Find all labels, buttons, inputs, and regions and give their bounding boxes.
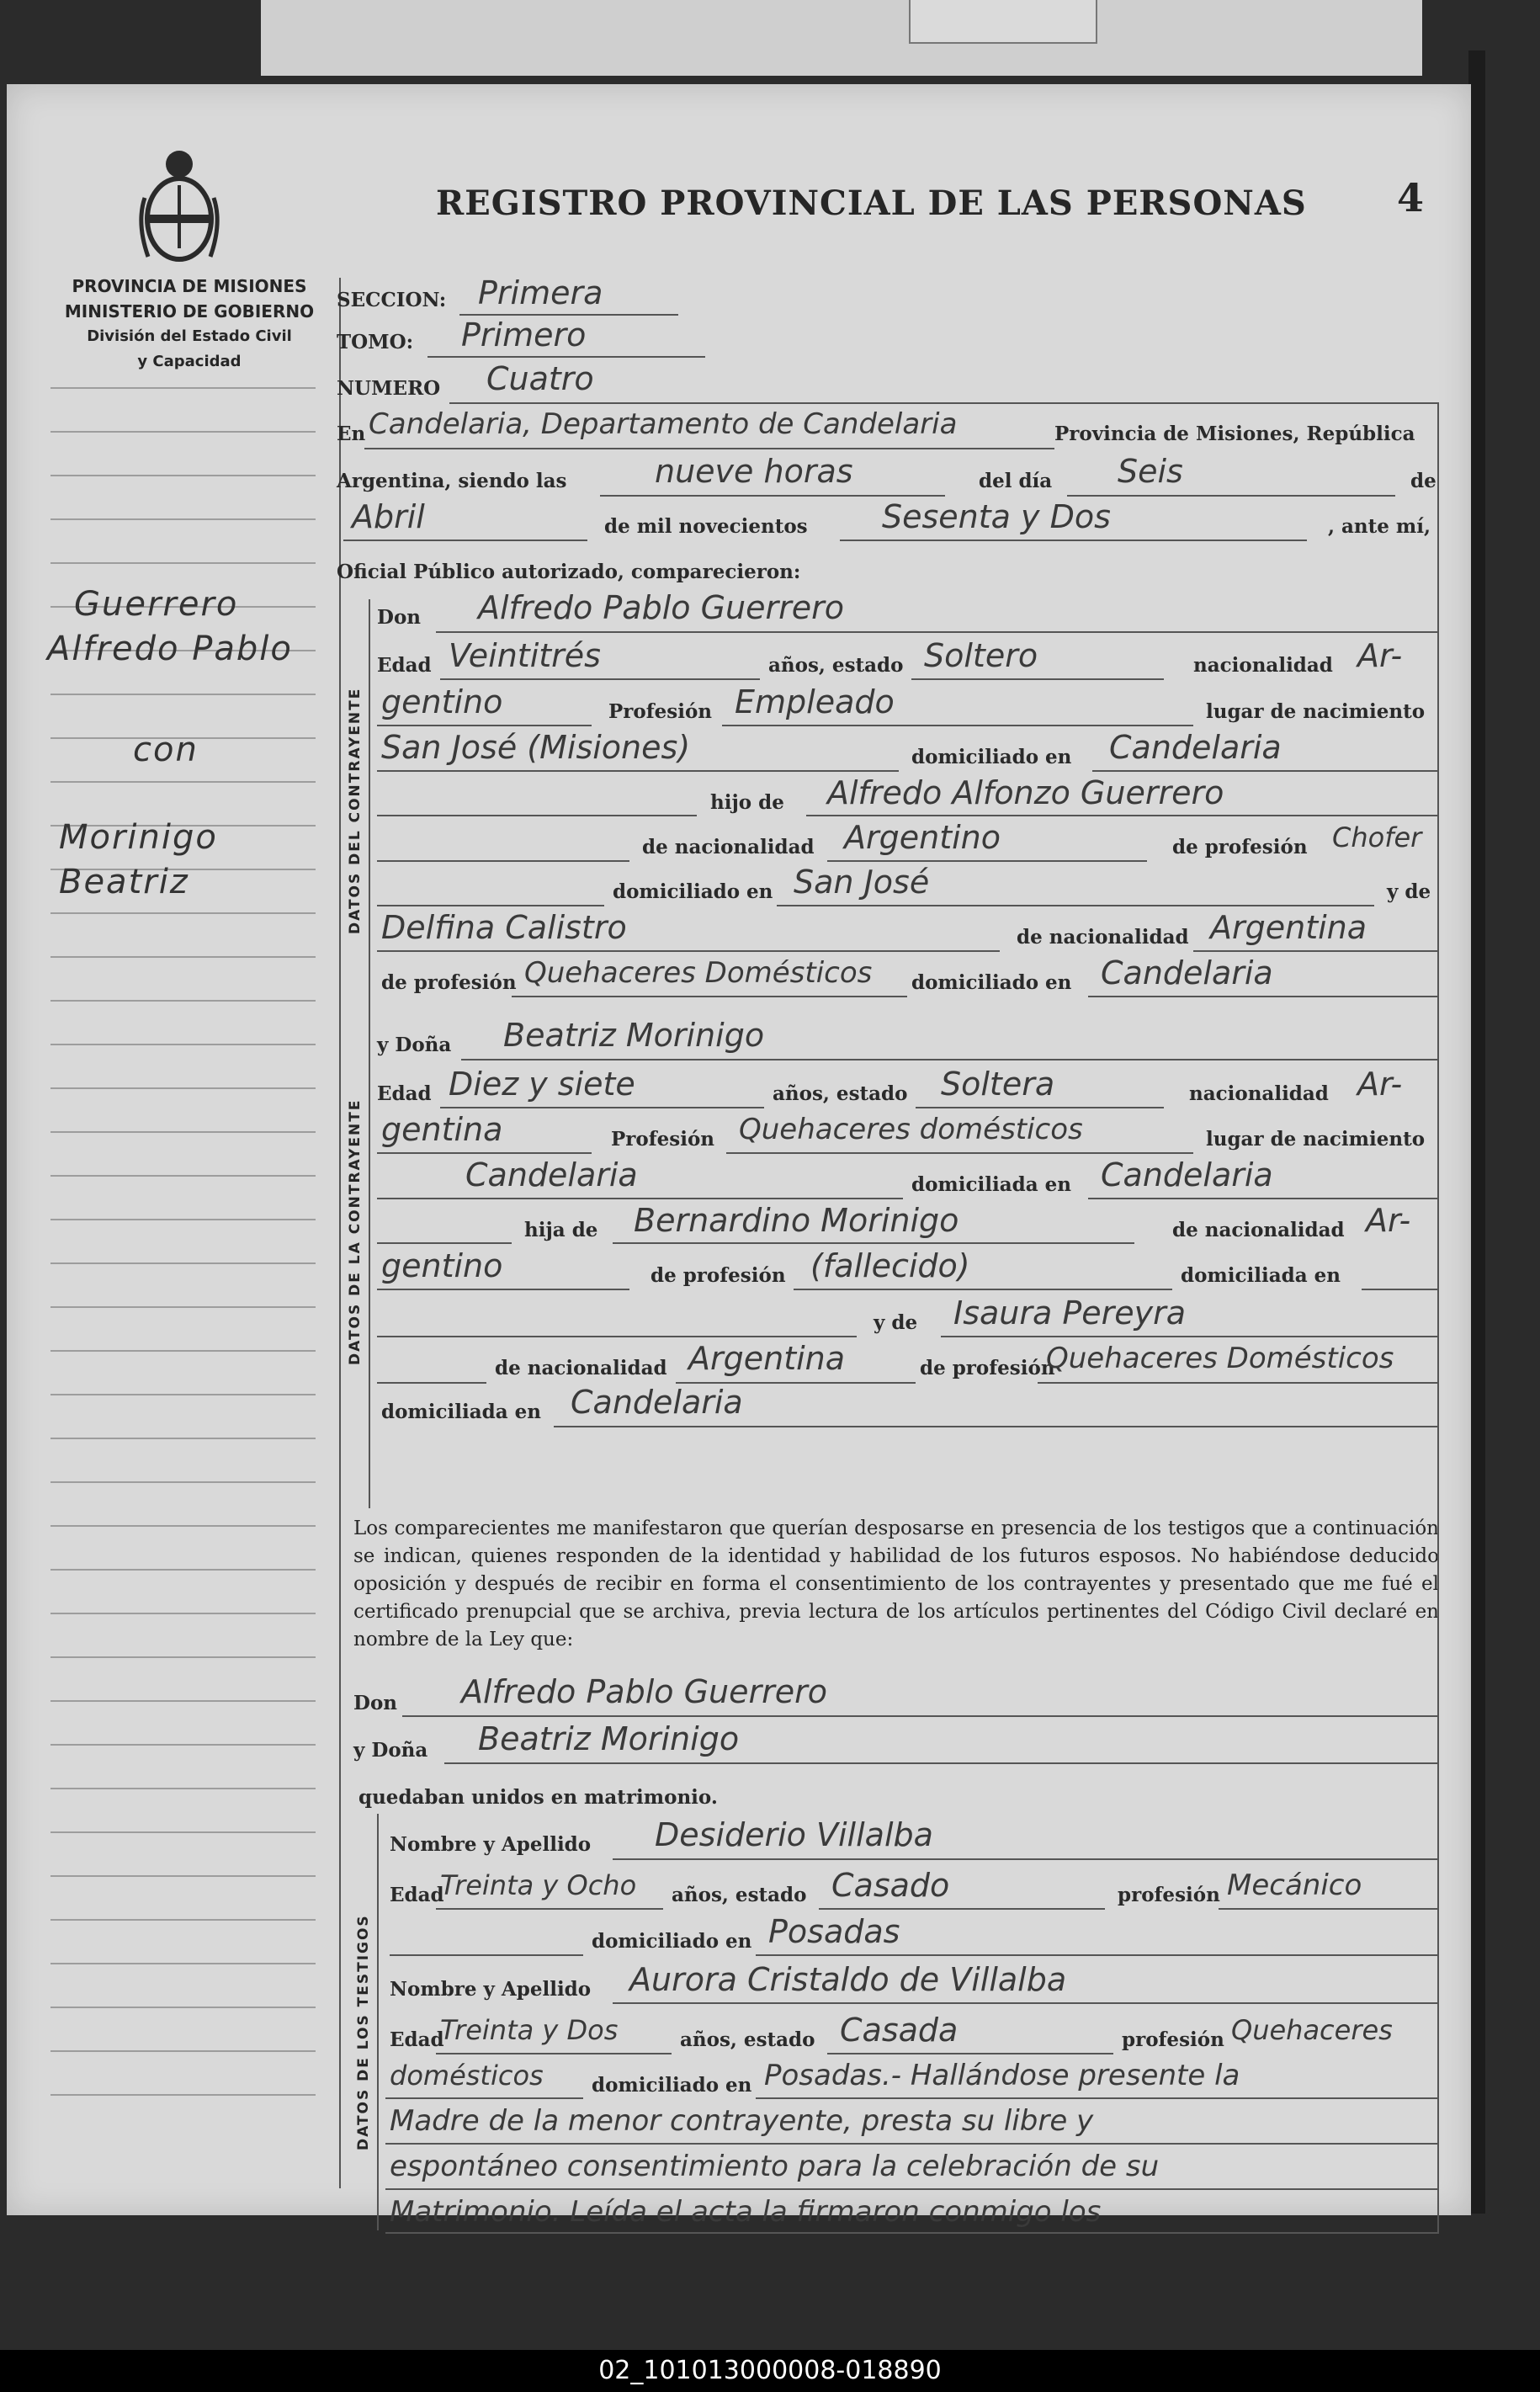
bride-prof-label: Profesión: [611, 1128, 715, 1151]
bride-nac-label: nacionalidad: [1189, 1082, 1329, 1105]
groom-nac-label: nacionalidad: [1193, 654, 1333, 677]
groom-father-prof: Chofer: [1332, 821, 1422, 853]
groom-lugarnac-label: lugar de nacimiento: [1206, 700, 1426, 723]
groom-mother-nac-label: de nacionalidad: [1017, 926, 1189, 949]
seccion-value: Primera: [478, 274, 603, 311]
anio-value: Sesenta y Dos: [882, 498, 1111, 535]
bride-dona-label: y Doña: [377, 1034, 452, 1056]
groom-don-label: Don: [377, 606, 422, 629]
decl-dona: Beatriz Morinigo: [478, 1720, 740, 1757]
tomo-value: Primero: [461, 316, 587, 353]
groom-dom-label: domiciliado en: [911, 746, 1072, 768]
groom-father-dom: San José: [794, 864, 930, 901]
w2-name: Aurora Cristaldo de Villalba: [629, 1961, 1067, 1998]
numero-label: NUMERO: [337, 377, 441, 400]
org-province: PROVINCIA DE MISIONES: [72, 276, 307, 296]
groom-mother-prof: Quehaceres Domésticos: [524, 956, 873, 990]
bride-father-prof: (fallecido): [810, 1247, 970, 1284]
sidebar-surname: Guerrero: [74, 585, 239, 624]
groom-tag: DATOS DEL CONTRAYENTE: [347, 687, 364, 934]
groom-y-de: y de: [1387, 880, 1431, 903]
org-division: División del Estado Civil: [87, 327, 292, 345]
mes-value: Abril: [352, 498, 425, 535]
witness-bracket: [377, 1814, 379, 2230]
mil-text: de mil novecientos: [604, 515, 808, 538]
org-block: [50, 274, 328, 375]
groom-prof: Empleado: [735, 683, 895, 720]
groom-mother-dom: Candelaria: [1101, 954, 1273, 991]
w2-estado: Casada: [840, 2012, 959, 2049]
note-line-2: espontáneo consentimiento para la celebración de su: [390, 2150, 1160, 2183]
w2-prof-label: profesión: [1122, 2028, 1224, 2051]
w2-name-label: Nombre y Apellido: [390, 1978, 592, 2001]
bride-dom-label: domiciliada en: [911, 1173, 1071, 1196]
de-label: de: [1410, 470, 1436, 492]
bride-lugarnac-label: lugar de nacimiento: [1206, 1128, 1426, 1151]
w1-name: Desiderio Villalba: [655, 1816, 933, 1853]
bride-father-prof-label: de profesión: [651, 1264, 786, 1287]
bride-mother-nac: Argentina: [688, 1340, 846, 1377]
book-edge: [1468, 50, 1485, 2214]
groom-anos-estado: años, estado: [768, 654, 904, 677]
bride-father-nac-label: de nacionalidad: [1172, 1219, 1345, 1241]
w2-edad-label: Edad: [390, 2028, 444, 2051]
groom-father-nac-label: de nacionalidad: [642, 836, 815, 858]
dia-value: Seis: [1118, 453, 1183, 490]
ante-text: , ante mí,: [1328, 515, 1431, 538]
bride-lugarnac: Candelaria: [465, 1156, 638, 1193]
w2-dom: Posadas.- Hallándose presente la: [764, 2059, 1240, 2092]
w1-estado: Casado: [831, 1867, 950, 1904]
groom-father-prof-label: de profesión: [1172, 836, 1308, 858]
numero-value: Cuatro: [486, 360, 594, 397]
groom-name: Alfredo Pablo Guerrero: [478, 589, 844, 626]
bride-father-nac-b: gentino: [381, 1247, 503, 1284]
groom-mother-dom-label: domiciliado en: [911, 971, 1072, 994]
bride-mother-prof-label: de profesión: [920, 1357, 1055, 1379]
image-id-footer: 02_101013000008-018890: [0, 2350, 1540, 2392]
note-line-3: Matrimonio. Leída el acta la firmaron conmigo los: [390, 2195, 1102, 2229]
groom-father-nac: Argentino: [844, 819, 1001, 856]
w1-prof-label: profesión: [1118, 1884, 1220, 1906]
argentina-text: Argentina, siendo las: [337, 470, 567, 492]
groom-nac-b: gentino: [381, 683, 503, 720]
groom-father: Alfredo Alfonzo Guerrero: [827, 774, 1224, 811]
bride-mother-prof: Quehaceres Domésticos: [1046, 1342, 1394, 1375]
sidebar-bride-surname: Morinigo: [59, 818, 218, 857]
groom-mother-prof-label: de profesión: [381, 971, 517, 994]
groom-edad: Veintitrés: [449, 637, 601, 674]
bride-edad-label: Edad: [377, 1082, 432, 1105]
groom-mother-nac: Argentina: [1210, 909, 1367, 946]
bride-anos-estado: años, estado: [773, 1082, 908, 1105]
bride-dom: Candelaria: [1101, 1156, 1273, 1193]
note-line-1: Madre de la menor contrayente, presta su libre y: [390, 2104, 1094, 2138]
w2-edad: Treinta y Dos: [440, 2014, 619, 2046]
w2-dom-label: domiciliado en: [592, 2074, 752, 2097]
w2-prof-a: Quehaceres: [1231, 2014, 1393, 2046]
sidebar-bride-name: Beatriz: [59, 863, 189, 901]
bride-bracket: [369, 1020, 370, 1508]
groom-prof-label: Profesión: [608, 700, 713, 723]
page-title: REGISTRO PROVINCIAL DE LAS PERSONAS: [436, 183, 1307, 223]
declaration-text: Los comparecientes me manifestaron que querían desposarse en presencia de los testigos que a continuación se indican, quienes responden de la identidad y habilidad de los futuros esposos. No habiéndose deducido oposición y después de recibir en forma el consentimiento de los contrayentes y presentado que me fué el certificado prenupcial que se archiva, previa lectura de los artículos pertinentes del Código Civil declaré en nombre de la Ley que:: [353, 1518, 1439, 1650]
w1-prof: Mecánico: [1227, 1868, 1362, 1902]
bride-hija-label: hija de: [524, 1219, 598, 1241]
horas-value: nueve horas: [655, 453, 853, 490]
bride-edad: Diez y siete: [449, 1066, 635, 1103]
w2-prof-b: domésticos: [390, 2060, 544, 2092]
bride-mother-dom-label: domiciliada en: [381, 1401, 541, 1423]
seccion-label: SECCION:: [337, 289, 447, 311]
en-label: En: [337, 423, 366, 445]
sidebar-given-names: Alfredo Pablo: [47, 630, 293, 668]
w1-edad: Treinta y Ocho: [440, 1869, 637, 1901]
decl-quedaban: quedaban unidos en matrimonio.: [358, 1786, 718, 1809]
w1-edad-label: Edad: [390, 1884, 444, 1906]
bride-mother-dom: Candelaria: [571, 1384, 743, 1421]
bride-mother: Isaura Pereyra: [953, 1294, 1187, 1332]
bride-tag: DATOS DE LA CONTRAYENTE: [347, 1098, 364, 1365]
decl-don-label: Don: [353, 1692, 398, 1714]
groom-mother: Delfina Calistro: [381, 909, 627, 946]
org-capacity: y Capacidad: [137, 353, 242, 370]
w1-dom: Posadas: [768, 1913, 900, 1950]
groom-dom: Candelaria: [1109, 729, 1282, 766]
del-dia-label: del día: [979, 470, 1053, 492]
oficial-text: Oficial Público autorizado, comparecieron:: [337, 561, 801, 583]
groom-nac-a: Ar-: [1357, 637, 1403, 674]
bride-prof: Quehaceres domésticos: [739, 1113, 1083, 1146]
witness-tag: DATOS DE LOS TESTIGOS: [355, 1914, 372, 2150]
groom-edad-label: Edad: [377, 654, 432, 677]
top-strip: [261, 0, 1422, 76]
provincia-text: Provincia de Misiones, República: [1054, 423, 1415, 445]
groom-estado: Soltero: [924, 637, 1038, 674]
groom-lugarnac: San José (Misiones): [381, 729, 691, 766]
coat-of-arms-icon: [133, 139, 226, 274]
page-tab: [909, 0, 1097, 44]
bride-y-de: y de: [874, 1311, 918, 1334]
org-ministry: MINISTERIO DE GOBIERNO: [64, 301, 315, 322]
register-page: [7, 84, 1471, 2229]
w1-dom-label: domiciliado en: [592, 1930, 752, 1953]
right-margin-line: [1437, 402, 1439, 2233]
bride-nac-b: gentina: [381, 1111, 503, 1148]
lugar-value: Candelaria, Departamento de Candelaria: [369, 407, 958, 441]
groom-hijo-label: hijo de: [710, 791, 784, 814]
groom-father-dom-label: domiciliado en: [613, 880, 773, 903]
bride-estado: Soltera: [941, 1066, 1055, 1103]
sidebar-con: con: [133, 731, 199, 769]
w1-name-label: Nombre y Apellido: [390, 1833, 592, 1856]
bride-father-nac-a: Ar-: [1366, 1202, 1411, 1239]
decl-dona-label: y Doña: [353, 1739, 428, 1762]
bride-name: Beatriz Morinigo: [503, 1017, 765, 1054]
bride-father-dom-label: domiciliada en: [1181, 1264, 1341, 1287]
page-number: 4: [1397, 175, 1425, 221]
tomo-label: TOMO:: [337, 331, 414, 353]
bride-mother-nac-label: de nacionalidad: [495, 1357, 667, 1379]
decl-don: Alfredo Pablo Guerrero: [461, 1673, 827, 1710]
w1-anos-estado: años, estado: [672, 1884, 807, 1906]
w2-anos-estado: años, estado: [680, 2028, 815, 2051]
bride-nac-a: Ar-: [1357, 1066, 1403, 1103]
bride-father: Bernardino Morinigo: [634, 1202, 959, 1239]
